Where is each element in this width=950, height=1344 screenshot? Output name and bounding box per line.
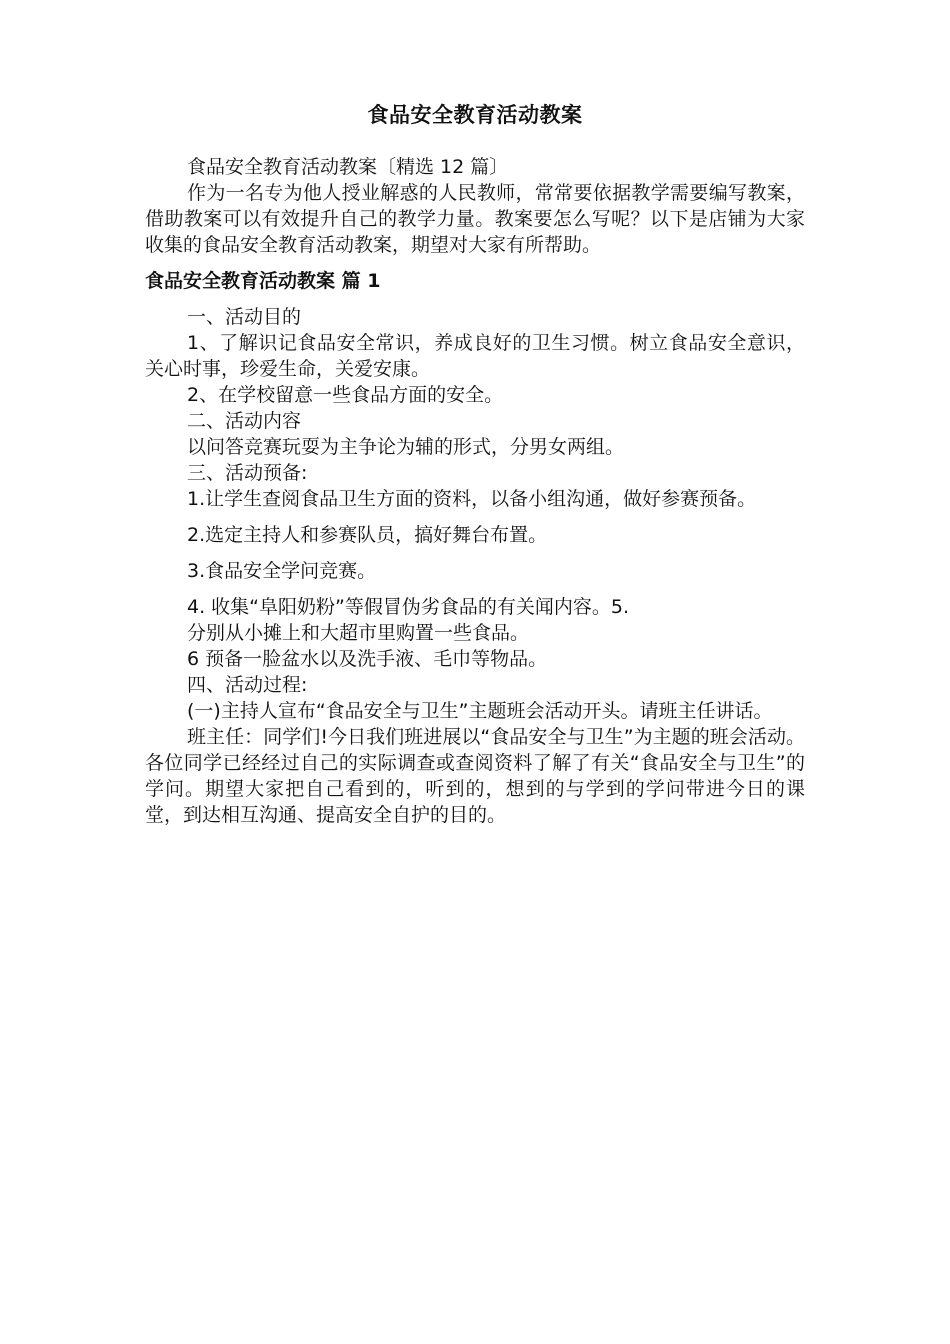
section-paragraph: 三、活动预备: [187, 462, 308, 484]
document-title: 食品安全教育活动教案 [367, 103, 583, 127]
section-paragraph: 分别从小摊上和大超市里购置一些食品。 [187, 622, 530, 644]
section-paragraph: 2、在学校留意一些食品方面的安全。 [187, 384, 504, 406]
section-paragraph: 1、了解识记食品安全常识，养成良好的卫生习惯。树立食品安全意识，关心时事，珍爱生命，关爱安康。 [145, 332, 805, 380]
section-paragraph: 1.让学生查阅食品卫生方面的资料，以备小组沟通，做好参赛预备。 [187, 488, 757, 510]
section-paragraph: 一、活动目的 [187, 306, 302, 328]
section-paragraph: 四、活动过程: [187, 674, 308, 696]
section-paragraph: 4. 收集“阜阳奶粉”等假冒伪劣食品的有关闻内容。5. [187, 596, 629, 618]
intro-paragraph: 作为一名专为他人授业解惑的人民教师，常常要依据教学需要编写教案，借助教案可以有效提升自己的教学力量。教案要怎么写呢？以下是店铺为大家收集的食品安全教育活动教案，期望对大家有所帮助。 [145, 182, 805, 256]
section-paragraph: 二、活动内容 [187, 410, 302, 432]
section-paragraph: 班主任：同学们!今日我们班进展以“食品安全与卫生”为主题的班会活动。各位同学已经经过自己的实际调查或查阅资料了解了有关“食品安全与卫生”的学问。期望大家把自己看到的，听到的，想到的与学到的学问带进今日的课堂，到达相互沟通、提高安全自护的目的。 [145, 726, 805, 826]
document-body [145, 96, 805, 828]
section-heading: 食品安全教育活动教案 篇 1 [145, 270, 381, 292]
section-paragraph: 6 预备一脸盆水以及洗手液、毛巾等物品。 [187, 648, 548, 670]
section-paragraph: (一)主持人宣布“食品安全与卫生”主题班会活动开头。请班主任讲话。 [187, 700, 773, 722]
intro-subtitle: 食品安全教育活动教案〔精选 12 篇〕 [187, 156, 509, 178]
section-paragraph: 2.选定主持人和参赛队员，搞好舞台布置。 [187, 524, 548, 546]
section-paragraph: 以问答竞赛玩耍为主争论为辅的形式，分男女两组。 [187, 436, 625, 458]
section-paragraph: 3.食品安全学问竞赛。 [187, 560, 377, 582]
